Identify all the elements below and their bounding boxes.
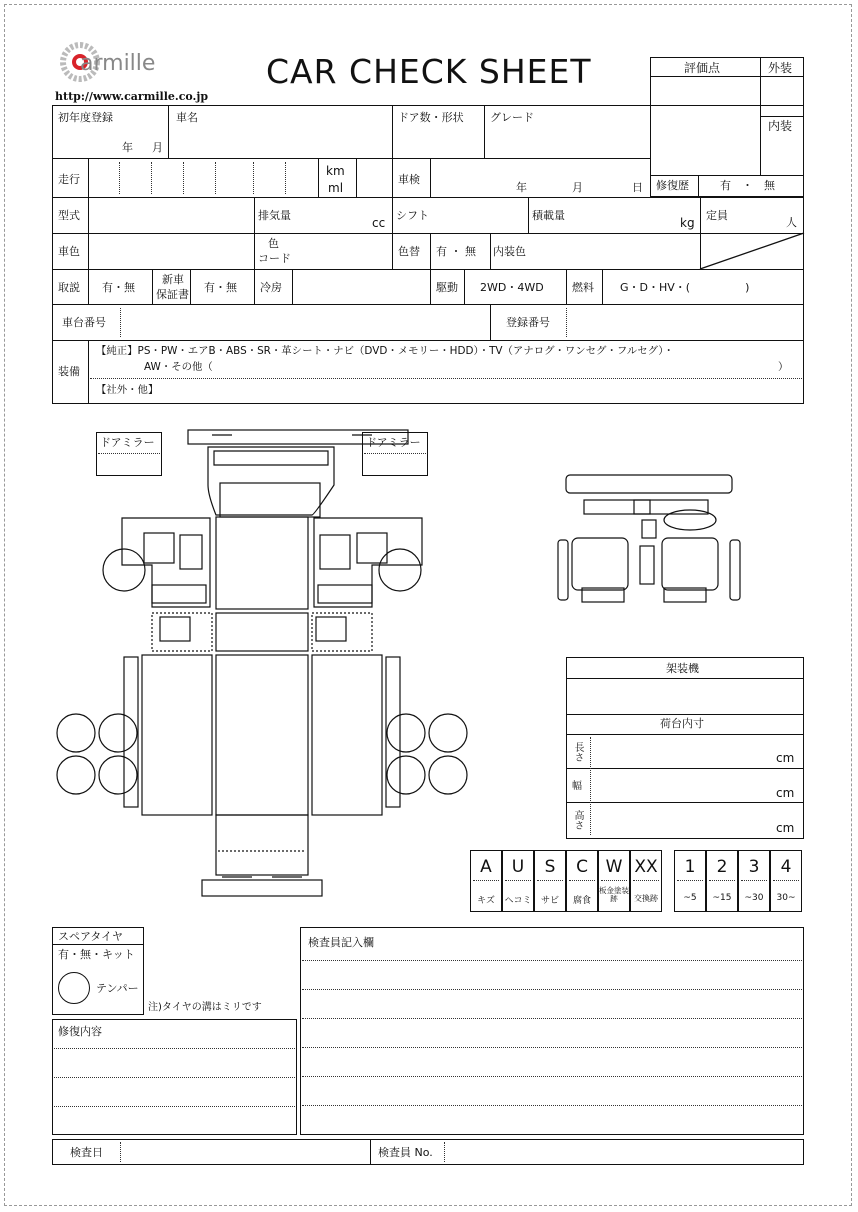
cargo-length-unit: cm: [776, 751, 795, 765]
exterior-label: 外装: [768, 61, 793, 75]
color-code-label-1: 色: [268, 237, 279, 250]
cargo-height-label: 高さ: [572, 810, 583, 830]
exterior-car-diagram[interactable]: [52, 425, 492, 905]
cargo-width-label: 幅: [572, 781, 582, 792]
cargo-inner-dimensions-label: 荷台内寸: [660, 717, 704, 730]
spare-tire-label: スペアタイヤ: [58, 930, 124, 943]
code-c: C 腐食: [566, 850, 598, 912]
color-change-label: 色替: [398, 245, 420, 258]
inspection-label: 車検: [398, 173, 420, 186]
first-registration-label: 初年度登録: [58, 111, 113, 124]
code-2: 2 ~15: [706, 850, 738, 912]
air-conditioning-label: 冷房: [260, 281, 282, 294]
inspection-day-unit: 日: [632, 181, 643, 194]
code-a: A キズ: [470, 850, 502, 912]
aftermarket-equipment: 【社外・他】: [96, 384, 159, 396]
website-url[interactable]: http://www.carmille.co.jp: [55, 90, 209, 103]
chassis-number-label: 車台番号: [62, 316, 106, 329]
repair-content-label: 修復内容: [58, 1025, 102, 1038]
logo-text: armille: [80, 51, 156, 76]
warranty-label-2: 保証書: [156, 288, 189, 301]
drive-options[interactable]: 2WD・4WD: [480, 281, 544, 294]
seating-capacity-label: 定員: [706, 209, 728, 222]
temper-label: テンパー: [96, 982, 139, 995]
fuel-label: 燃料: [572, 281, 594, 294]
km-unit: km: [326, 164, 345, 178]
factory-equipment-line2: AW・その他（: [144, 361, 213, 373]
page-title: CAR CHECK SHEET: [266, 52, 592, 91]
door-mirror-right-label: ドアミラー: [366, 436, 421, 449]
load-capacity-label: 積載量: [532, 209, 565, 222]
eval-score-label: 評価点: [684, 61, 721, 75]
color-change-options[interactable]: 有 ・ 無: [436, 245, 476, 258]
interior-car-diagram[interactable]: [554, 470, 744, 610]
factory-equipment-line1: 【純正】PS・PW・エアB・ABS・SR・革シート・ナビ（DVD・メモリー・HDD）・TV（アナログ・ワンセグ・フルセグ）・: [96, 345, 674, 357]
inspection-date-label: 検査日: [70, 1146, 103, 1159]
inspector-notes-label: 検査員記入欄: [308, 936, 374, 949]
body-color-label: 車色: [58, 245, 80, 258]
manual-label: 取説: [58, 281, 80, 294]
repair-history-label: 修復歴: [656, 179, 689, 192]
code-xx: XX 交換跡: [630, 850, 662, 912]
equipment-label: 装備: [58, 365, 80, 378]
shift-label: シフト: [396, 209, 429, 222]
mileage-label: 走行: [58, 173, 80, 186]
inspection-month-unit: 月: [572, 181, 583, 194]
first-reg-year-unit: 年: [122, 141, 133, 154]
displacement-label: 排気量: [258, 209, 291, 222]
manual-options[interactable]: 有・無: [102, 281, 135, 294]
first-reg-month-unit: 月: [152, 141, 163, 154]
warranty-options[interactable]: 有・無: [204, 281, 237, 294]
tire-note: 注)タイヤの溝はミリです: [148, 1002, 262, 1013]
diagonal-slash: [700, 233, 804, 269]
code-1: 1 ~5: [674, 850, 706, 912]
code-w: W 板金塗装跡: [598, 850, 630, 912]
grade-label: グレード: [490, 111, 534, 124]
inspector-notes-box[interactable]: [300, 927, 804, 1135]
mounted-equipment-label: 架装機: [666, 662, 699, 675]
door-mirror-left-label: ドアミラー: [100, 436, 155, 449]
fuel-options[interactable]: G・D・HV・( ): [620, 281, 750, 294]
cargo-height-unit: cm: [776, 821, 795, 835]
color-code-label-2: コード: [258, 252, 291, 265]
inspection-year-unit: 年: [516, 181, 527, 194]
warranty-label-1: 新車: [162, 273, 184, 286]
temper-circle[interactable]: [58, 972, 90, 1004]
person-unit: 人: [786, 216, 797, 229]
code-4: 4 30~: [770, 850, 802, 912]
cargo-table: [566, 657, 804, 839]
spare-tire-options[interactable]: 有・無・キット: [58, 948, 135, 961]
registration-number-label: 登録番号: [506, 316, 550, 329]
cc-unit: cc: [372, 216, 386, 230]
repair-history-options[interactable]: 有 ・ 無: [720, 179, 775, 192]
cargo-length-label: 長さ: [572, 742, 583, 762]
interior-label: 内装: [768, 119, 793, 133]
code-s: S サビ: [534, 850, 566, 912]
inspector-number-label: 検査員 No.: [378, 1146, 433, 1159]
interior-color-label: 内装色: [493, 245, 526, 258]
code-u: U ヘコミ: [502, 850, 534, 912]
vehicle-info-table: [52, 105, 804, 404]
cargo-width-unit: cm: [776, 786, 795, 800]
code-3: 3 ~30: [738, 850, 770, 912]
model-label: 型式: [58, 209, 80, 222]
factory-equipment-close: ）: [778, 361, 789, 373]
car-name-label: 車名: [176, 111, 198, 124]
doors-label: ドア数・形状: [398, 111, 464, 124]
kg-unit: kg: [680, 216, 695, 230]
drive-label: 駆動: [436, 281, 458, 294]
ml-unit: ml: [328, 181, 344, 195]
